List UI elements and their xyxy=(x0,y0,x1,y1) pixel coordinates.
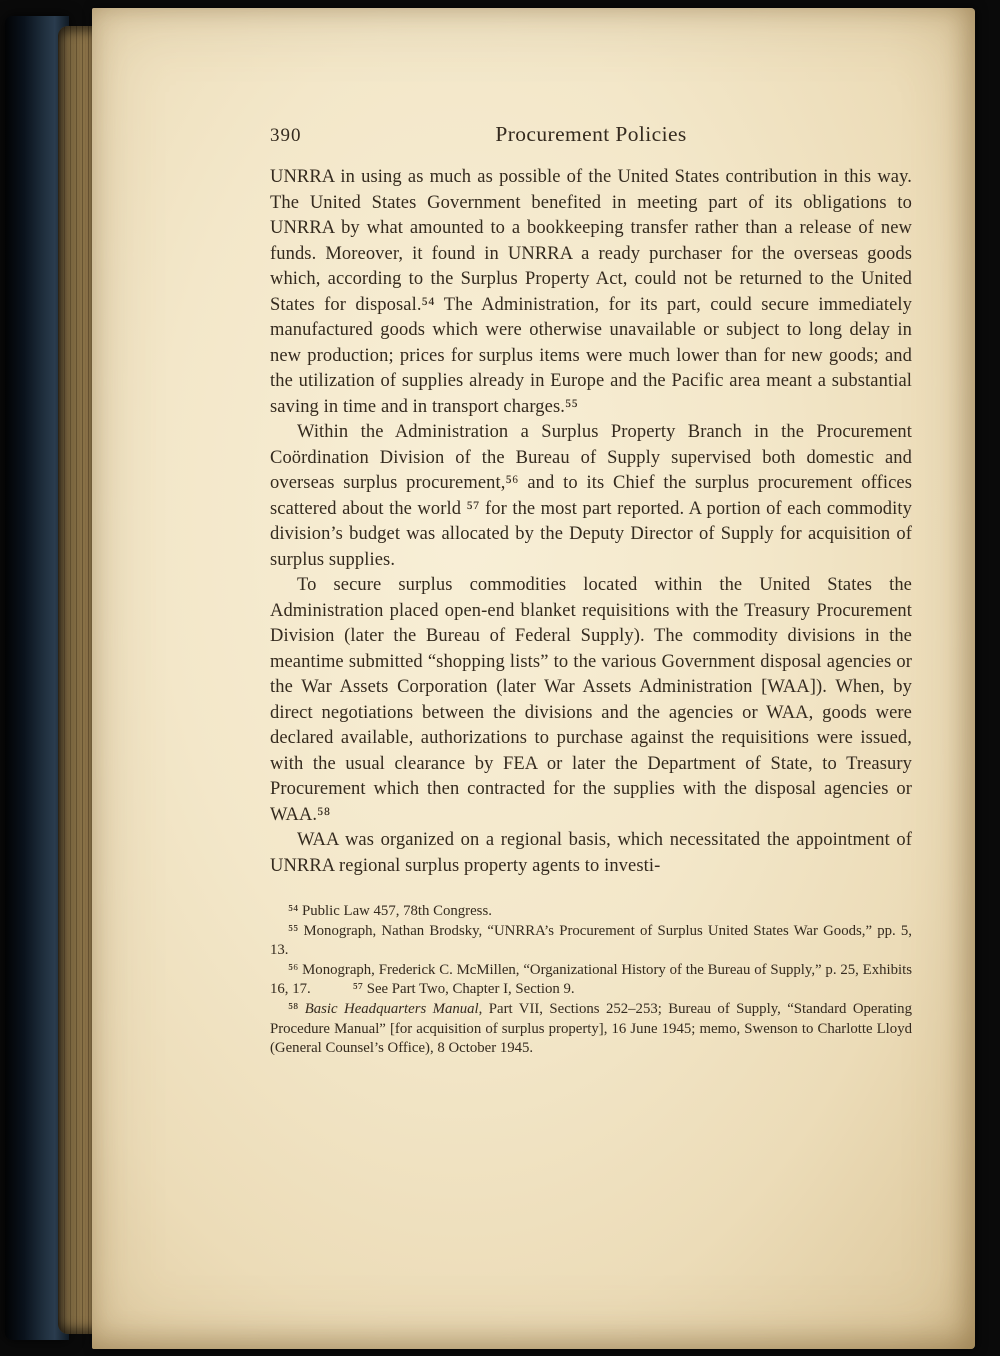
book-page xyxy=(92,8,975,1349)
footnote-54: ⁵⁴ Public Law 457, 78th Congress. xyxy=(288,903,492,919)
footnote-57-text: ⁵⁷ See Part Two, Chapter I, Section 9. xyxy=(352,981,575,998)
body-paragraph-2: Within the Administration a Surplus Property Branch in the Procurement Coördination Division of the Bureau of Supply supervised both domestic and overseas surplus procurement,⁵⁶ and to its Chief the surplus procurement offices scattered about the world ⁵⁷ for the most part reported. A portion of each commodity division’s budget was allocated by the Deputy Director of Supply for acquisition of surplus supplies. xyxy=(270,422,912,570)
footnotes-section xyxy=(270,902,912,1059)
page-text-block xyxy=(270,122,912,1059)
footnote-58-marker: ⁵⁸ xyxy=(288,1000,305,1017)
body-paragraph-1: UNRRA in using as much as possible of the United States contribution in this way. The United States Government benefited in meeting part of its obligations to UNRRA by what amounted to a bookkeeping transfer rather than a release of new funds. Moreover, it found in UNRRA a ready purchaser for the overseas goods which, according to the Surplus Property Act, could not be returned to the United States for disposal.⁵⁴ The Administration, for its part, could secure immediately manufactured goods which were otherwise unavailable or subject to long delay in new production; prices for surplus items were much lower than for new goods; and the utilization of supplies already in Europe and the Pacific area meant a substantial saving in time and in transport charges.⁵⁵ xyxy=(270,167,912,417)
body-paragraph-3: To secure surplus commodities located within the United States the Administration placed open-end blanket requisitions with the Treasury Procurement Division (later the Bureau of Federal Supply). The commodity divisions in the meantime submitted “shopping lists” to the various Government disposal agencies or the War Assets Corporation (later War Assets Administration [WAA]). When, by direct negotiations between the divisions and the agencies or WAA, goods were declared available, authorizations to purchase against the requisitions were issued, with the usual clearance by FEA or later the Department of State, to Treasury Procurement which then contracted for the supplies with the disposal agencies or WAA.⁵⁸ xyxy=(270,575,912,825)
footnote-55: ⁵⁵ Monograph, Nathan Brodsky, “UNRRA’s Procurement of Surplus United States War Goods,” pp. 5, 13. xyxy=(270,922,912,959)
footnote-58-italic-title: Basic Headquarters Manual xyxy=(304,1000,479,1017)
footnote-58-rest: , Part VII, Sections 252–253; Bureau of Supply, “Standard Operating Procedure Manual” [for acquisition of surplus property], 16 June 1945; memo, Swenson to Charlotte Lloyd (General Counsel’s Office), 8 October 1945. xyxy=(270,1000,912,1057)
footnote-56-text: ⁵⁶ Monograph, Frederick C. McMillen, “Organizational History of the Bureau of Supply,” p. 25, Exhibits 16, 17. xyxy=(270,961,912,998)
body-paragraph-4: WAA was organized on a regional basis, which necessitated the appointment of UNRRA regional surplus property agents to investi- xyxy=(270,830,912,876)
footnote-56-57 xyxy=(270,961,912,1000)
page-number: 390 xyxy=(270,125,302,146)
body-text xyxy=(270,165,912,879)
page-header xyxy=(270,122,912,152)
running-head: Procurement Policies xyxy=(495,122,687,146)
footnote-58 xyxy=(270,1000,912,1059)
